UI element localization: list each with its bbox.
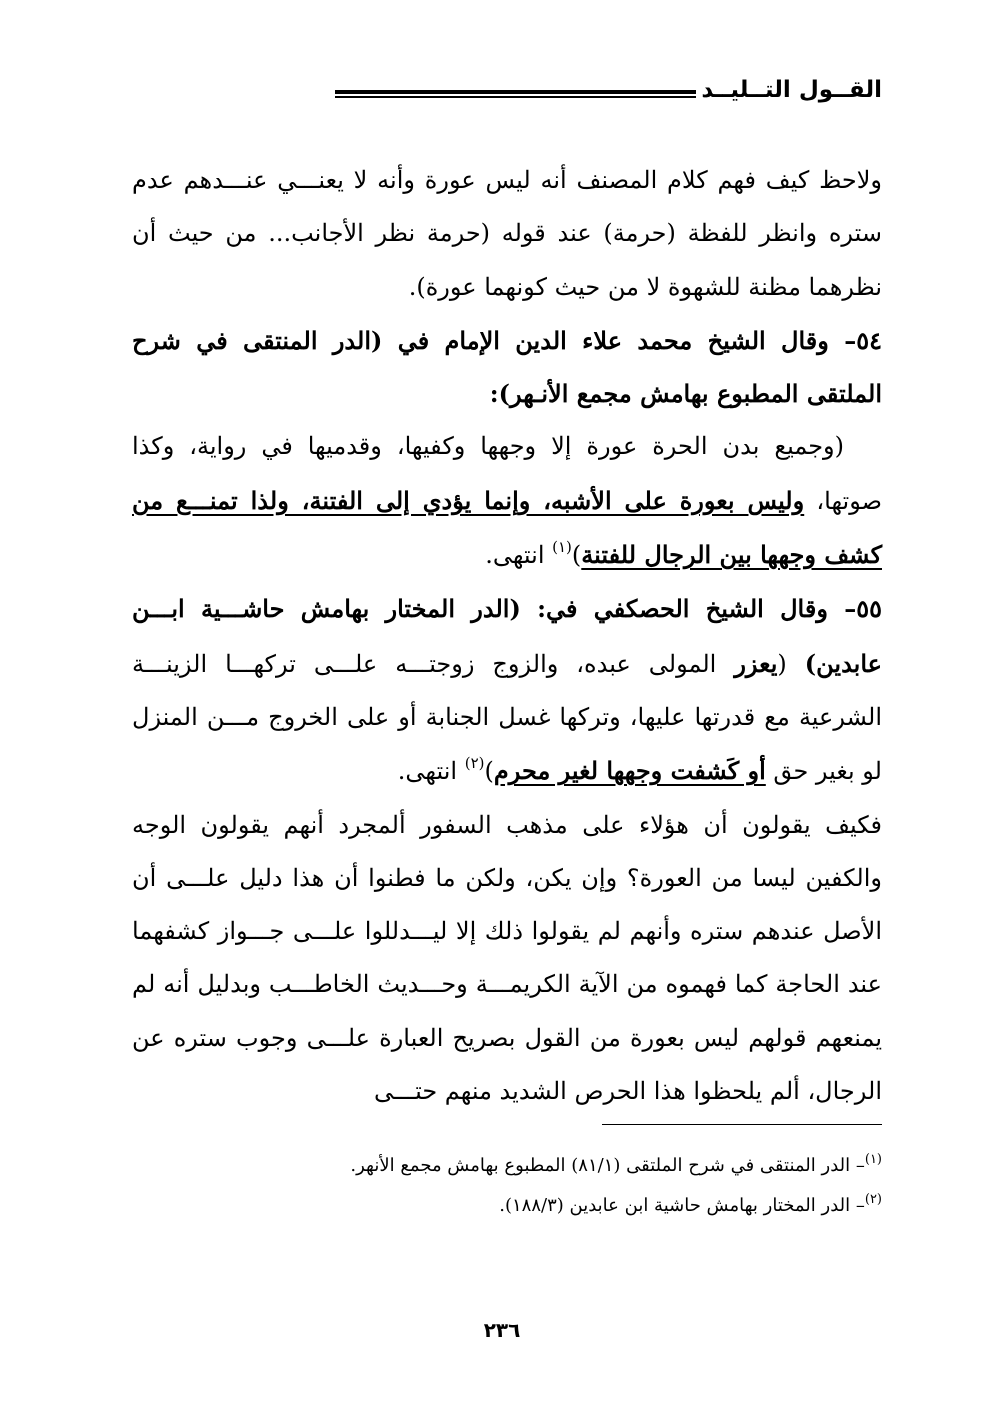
quote-54-text: (وجميع بدن الحرة عورة إلا وجهها وكفيها، وقدميها في رواية، وكذا صوتها، xyxy=(132,432,882,515)
footnote-ref-1[interactable]: (١) xyxy=(552,538,572,557)
quote-55-emphasis: أو كَشفت وجهها لغير محرم xyxy=(493,756,766,786)
footnote-2 xyxy=(132,1186,882,1226)
footnotes xyxy=(132,1146,882,1226)
quote-55-keyword: يعزر xyxy=(734,648,778,678)
paragraph-conclusion: فكيف يقولون أن هؤلاء على مذهب السفور ألمجرد أنهم يقولون الوجه والكفين ليسا من العورة؟ وإن يكن، ولكن ما فطنوا أن هذا دليل علـــى أن الأصل عندهم ستره وأنهم لم يقولوا ذلك إلا ليـــدللوا علـــى جـــواز كشفهما عند الحاجة كما فهموه من الآية الكريمـــة وحـــديث الخاطـــب وبدليل أنه لم يمنعهم قولهم ليس بعورة من القول بصريح العبارة علـــى وجوب ستره عن الرجال، ألم يلحظوا هذا الحرص الشديد منهم حتـــى xyxy=(132,810,882,1106)
quote-54 xyxy=(132,420,882,582)
quote-54-emphasis: وليس بعورة على الأشبه، وإنما يؤدي إلى الفتنة، ولذا تمنـــع من كشف وجهها بين الرجال للفتنة xyxy=(132,485,882,570)
quote-55 xyxy=(132,582,882,798)
heading-55: ٥٥– وقال الشيخ الحصكفي في: (الدر المختار بهامش حاشـــية ابـــن عابدين) xyxy=(132,594,882,678)
body-text xyxy=(132,154,882,1118)
footnote-1-marker: (١) xyxy=(864,1152,882,1167)
footnote-1 xyxy=(132,1146,882,1186)
footnote-2-marker: (٢) xyxy=(864,1192,882,1207)
quote-55-open: ( xyxy=(777,649,805,678)
paragraph-intro: ولاحظ كيف فهم كلام المصنف أنه ليس عورة وأنه لا يعنـــي عنـــدهم عدم ستره وانظر للفظة (حرمة) عند قوله (حرمة نظر الأجانب... من حيث أن نظرهما مظنة للشهوة لا من حيث كونهما عورة). xyxy=(132,166,882,301)
header-title: القــول التــليــد xyxy=(701,77,882,103)
quote-55-end: انتهى. xyxy=(397,757,465,786)
footnote-1-text: – الدر المنتقى في شرح الملتقى (٨١/١) المطبوع بهامش مجمع الأنهر. xyxy=(350,1155,865,1176)
quote-54-end: انتهى. xyxy=(485,541,553,570)
footnote-2-text: – الدر المختار بهامش حاشية ابن عابدين (١٨٨/٣). xyxy=(499,1195,865,1216)
header-rule xyxy=(335,90,696,98)
footnote-ref-2[interactable]: (٢) xyxy=(464,754,485,773)
quote-54-close: ) xyxy=(571,541,582,570)
quote-55-close: ) xyxy=(484,757,494,786)
heading-54: ٥٤– وقال الشيخ محمد علاء الدين الإمام في (الدر المنتقى في شرح الملتقى المطبوع بهامش مجمع الأنـهر): xyxy=(132,325,882,409)
running-header xyxy=(120,74,882,114)
quote-55-text: المولى عبده، والزوج زوجتـــه علـــى تركهـــا الزينـــة الشرعية مع قدرتها عليها، وتركها غسل الجنابة أو على الخروج مـــن المنزل لو بغير حق xyxy=(132,649,882,786)
footnote-separator xyxy=(602,1124,882,1125)
page-number: ٢٣٦ xyxy=(483,1318,521,1342)
